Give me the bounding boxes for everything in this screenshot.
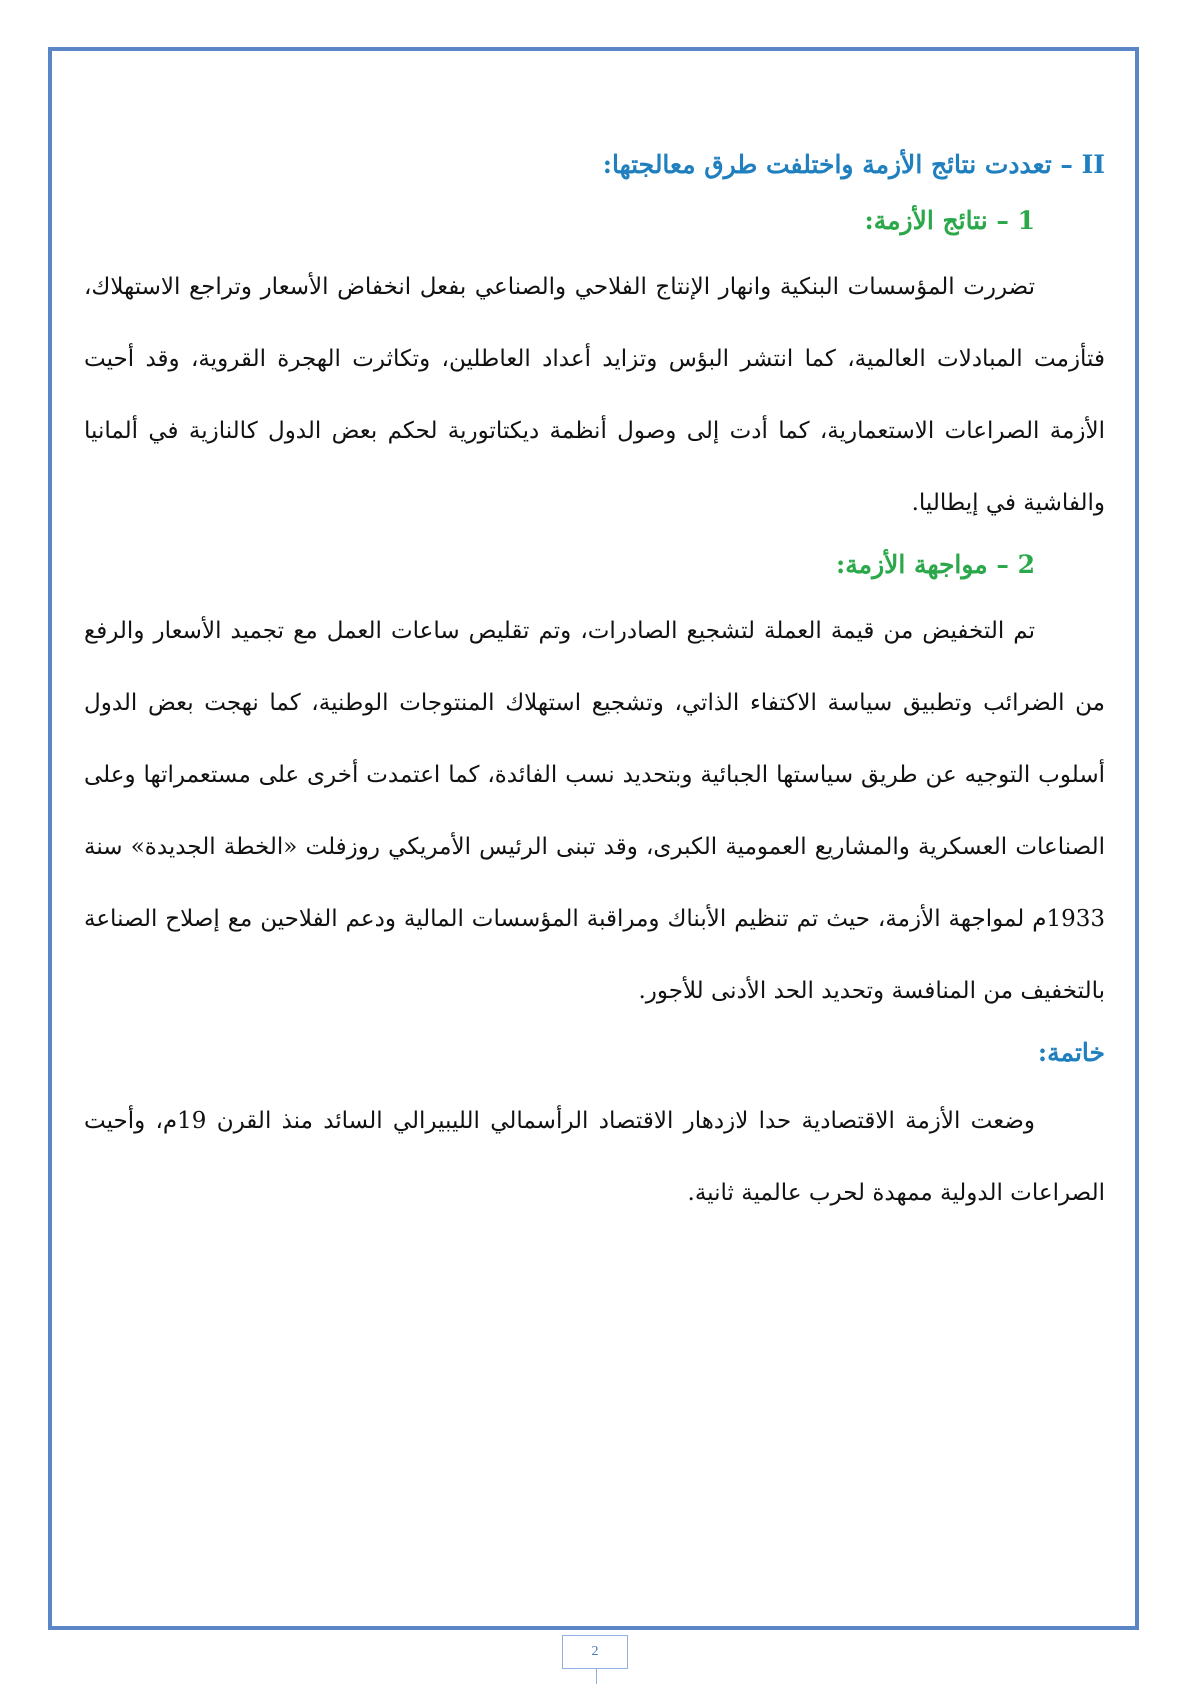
conclusion-heading: خاتمة: [1037, 1038, 1105, 1067]
results-heading: 1 – نتائج الأزمة: [864, 206, 1035, 235]
response-paragraph: تم التخفيض من قيمة العملة لتشجيع الصادرات، وتم تقليص ساعات العمل مع تجميد الأسعار والرفع من الضرائب وتطبيق سياسة الاكتفاء الذاتي، وتشجيع استهلاك المنتوجات الوطنية، كما نهجت بعض الدول أسلوب التوجيه عن طريق سياستها الجبائية وبتحديد نسب الفائدة، كما اعتمدت أخرى على مستعمراتها وعلى الصناعات العسكرية والمشاريع العمومية الكبرى، وقد تبنى الرئيس الأمريكي روزفلت «الخطة الجديدة» سنة 1933م لمواجهة الأزمة، حيث تم تنظيم الأبناك ومراقبة المؤسسات المالية ودعم الفلاحين مع إصلاح الصناعة بالتخفيف من المنافسة وتحديد الحد الأدنى للأجور. [84, 618, 1105, 1004]
document-body [84, 143, 1105, 1233]
conclusion-paragraph: وضعت الأزمة الاقتصادية حدا لازدهار الاقتصاد الرأسمالي الليبيرالي السائد منذ القرن 19م، وأحيت الصراعات الدولية ممهدة لحرب عالمية ثانية. [84, 1108, 1105, 1206]
page-number: 2 [562, 1635, 628, 1669]
section-heading: II – تعددت نتائج الأزمة واختلفت طرق معالجتها: [602, 150, 1105, 179]
response-heading: 2 – مواجهة الأزمة: [836, 550, 1035, 579]
page-number-stem [596, 1669, 597, 1684]
results-paragraph: تضررت المؤسسات البنكية وانهار الإنتاج الفلاحي والصناعي بفعل انخفاض الأسعار وتراجع الاستهلاك، فتأزمت المبادلات العالمية، كما انتشر البؤس وتزايد أعداد العاطلين، وتكاثرت الهجرة القروية، وقد أحيت الأزمة الصراعات الاستعمارية، كما أدت إلى وصول أنظمة ديكتاتورية لحكم بعض الدول كالنازية في ألمانيا والفاشية في إيطاليا. [84, 274, 1105, 516]
